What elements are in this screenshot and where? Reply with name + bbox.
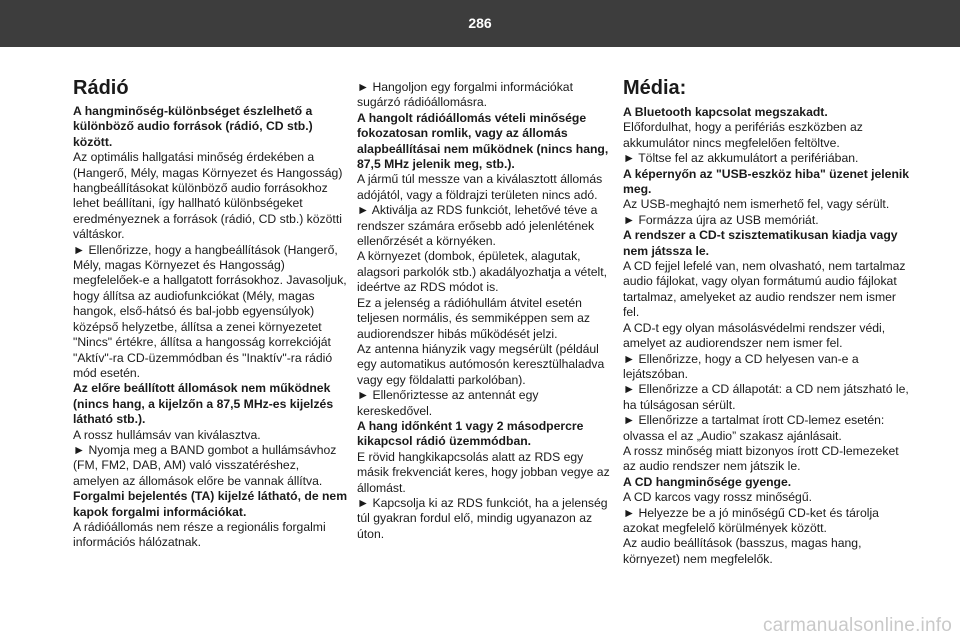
body-paragraph: E rövid hangkikapcsolás alatt az RDS egy másik frekvenciát keres, hogy jobban vegye az állomást.: [357, 449, 610, 495]
column-right: [623, 76, 913, 567]
body-paragraph: ► Nyomja meg a BAND gombot a hullámsávhoz (FM, FM2, DAB, AM) való visszatéréshez, amelyen az állomások előre be vannak állítva.: [73, 442, 337, 488]
body-paragraph: A CD fejjel lefelé van, nem olvasható, nem tartalmaz audio fájlokat, vagy olyan formátumú audio fájlokat tartalmaz, amelyeket az audio rendszer nem ismer fel.: [623, 259, 906, 320]
bold-heading-paragraph: Forgalmi bejelentés (TA) kijelzé látható, de nem kapok forgalmi információkat.: [73, 489, 348, 519]
bold-heading-paragraph: A CD hangminősége gyenge.: [623, 474, 792, 489]
body-paragraph: Az USB-meghajtó nem ismerhető fel, vagy sérült.: [623, 197, 890, 212]
body-paragraph: Előfordulhat, hogy a perifériás eszközben az akkumulátor nincs megfelelően feltöltve.: [623, 120, 863, 150]
body-paragraph: A CD-t egy olyan másolásvédelmi rendszer védi, amelyet az audiorendszer nem ismer fel.: [623, 320, 886, 351]
body-paragraph: Ez a jelenség a rádióhullám átvitel esetén teljesen normális, és semmiképpen sem az audiorendszer hibás működését jelzi.: [357, 295, 591, 341]
body-paragraph: ► Ellenőrizze, hogy a CD helyesen van-e a lejátszóban.: [623, 351, 859, 381]
bold-heading-paragraph: A Bluetooth kapcsolat megszakadt.: [623, 105, 828, 119]
body-paragraph: A rádióállomás nem része a regionális forgalmi információs hálózatnak.: [73, 519, 326, 550]
body-paragraph: ► Ellenőrizze, hogy a hangbeállítások (Hangerő, Mély, magas Környezet és Hangosság) megfelelőek-e a hallgatott forrásokhoz. Javasoljuk, hogy állítsa az audiofunkciókat (Mély, magas hangok, első-hátsó és bal-jobb egyensúlyok) középső helyzetbe, állítsa a zenei környezetet "Nincs" értékre, állítsa a hangosság korrekcióját "Aktív"-ra CD-üzemmódban és "Inaktív"-ra rádió mód esetén.: [73, 242, 347, 380]
body-paragraph: Az optimális hallgatási minőség érdekében a (Hangerő, Mély, magas Környezet és Hangosság) hangbeállításokat különböző audio forrásokhoz lehet beállítani, így hallható különbségeket eredményeznek a források (rádió, CD stb.) közötti váltáskor.: [73, 150, 343, 242]
body-paragraph: ► Kapcsolja ki az RDS funkciót, ha a jelenség túl gyakran fordul elő, mindig ugyanazon az úton.: [357, 495, 608, 541]
bold-heading-paragraph: A képernyőn az "USB-eszköz hiba" üzenet jelenik meg.: [623, 166, 910, 197]
body-paragraph: A CD karcos vagy rossz minőségű.: [623, 490, 812, 505]
body-paragraph: ► Aktiválja az RDS funkciót, lehetővé téve a rendszer számára erősebb adó jelenlétének ellenőrzését a környéken.: [357, 203, 598, 249]
bold-heading-paragraph: A hangolt rádióállomás vételi minősége fokozatosan romlik, vagy az állomás alapbeállításai nem működnek (nincs hang, 87,5 MHz jelenik meg, stb.).: [357, 110, 609, 172]
section-heading-media: Média:: [623, 77, 687, 99]
bold-heading-paragraph: A hang időnként 1 vagy 2 másodpercre kikapcsol rádió üzemmódban.: [357, 418, 584, 449]
column-paragraphs: [73, 104, 348, 551]
column-paragraphs: [623, 105, 913, 567]
body-paragraph: ► Formázza újra az USB memóriát.: [623, 212, 819, 227]
bold-heading-paragraph: A rendszer a CD-t szisztematikusan kiadja vagy nem játssza le.: [623, 228, 898, 258]
column-middle: [357, 80, 615, 542]
bold-heading-paragraph: A hangminőség-különbséget észlelhető a különböző audio források (rádió, CD stb.) között.: [73, 104, 313, 149]
body-paragraph: ► Hangoljon egy forgalmi információkat sugárzó rádióállomásra.: [357, 80, 573, 110]
body-paragraph: A rossz hullámsáv van kiválasztva.: [73, 427, 261, 442]
page-number: 286: [468, 15, 492, 31]
body-paragraph: ► Helyezze be a jó minőségű CD-ket és tárolja azokat megfelelő körülmények között.: [623, 505, 879, 535]
body-paragraph: ► Ellenőrizze a CD állapotát: a CD nem játszható le, ha túlságosan sérült.: [623, 382, 909, 412]
section-heading-radio: Rádió: [73, 77, 129, 99]
body-paragraph: ► Ellenőrizze a tartalmat írott CD-lemez esetén: olvassa el az „Audio” szakasz ajánlásait.: [623, 413, 885, 443]
body-paragraph: ► Ellenőriztesse az antennát egy kereskedővel.: [357, 388, 539, 418]
body-paragraph: A jármű túl messze van a kiválasztott állomás adójától, vagy a földrajzi területen nincs adó.: [357, 172, 603, 202]
body-paragraph: Az audio beállítások (basszus, magas hang, környezet) nem megfelelők.: [623, 536, 862, 566]
watermark: carmanualsonline.info: [762, 615, 952, 636]
column-left: [73, 76, 348, 551]
body-paragraph: A környezet (dombok, épületek, alagutak, alagsori parkolók stb.) akadályozhatja a vételt, ideértve az RDS módot is.: [357, 249, 607, 295]
body-paragraph: ► Töltse fel az akkumulátort a perifériában.: [623, 151, 859, 166]
body-paragraph: Az antenna hiányzik vagy megsérült (például egy automatikus autómosón keresztülhaladva vagy egy földalatti parkolóban).: [357, 341, 605, 387]
bold-heading-paragraph: Az előre beállított állomások nem működnek (nincs hang, a kijelzőn a 87,5 MHz-es kijelzés látható stb.).: [73, 381, 334, 427]
column-paragraphs: [357, 80, 615, 542]
body-paragraph: A rossz minőség miatt bizonyos írott CD-lemezeket az audio rendszer nem játszik le.: [623, 443, 899, 474]
